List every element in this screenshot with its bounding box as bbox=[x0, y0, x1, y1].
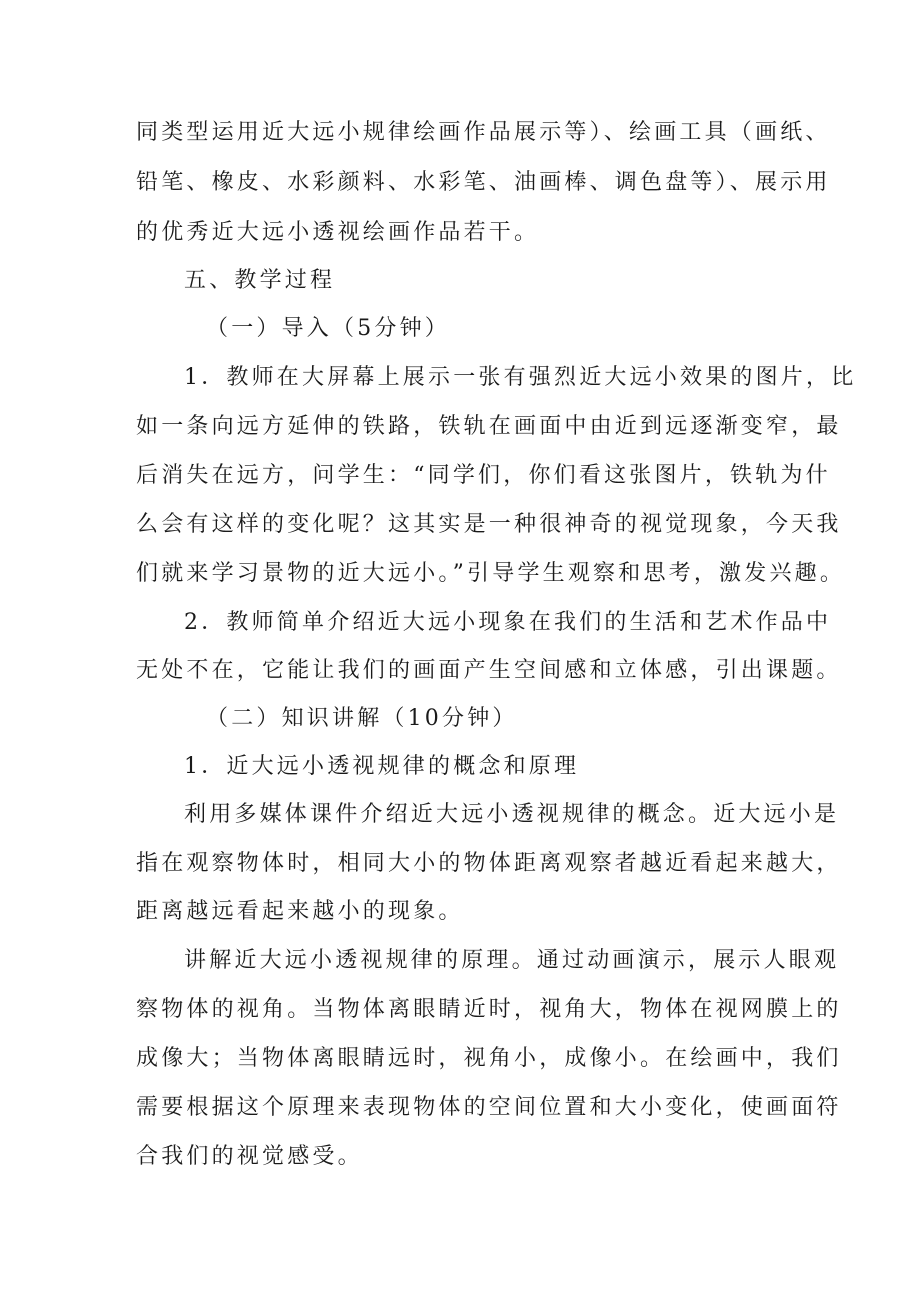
text-line: 1．教师在大屏幕上展示一张有强烈近大远小效果的图片，比 bbox=[184, 365, 857, 390]
text-line: 后消失在远方，问学生：“同学们，你们看这张图片，铁轨为什 bbox=[136, 463, 831, 488]
text-line: 1．近大远小透视规律的概念和原理 bbox=[184, 754, 580, 779]
text-line: 讲解近大远小透视规律的原理。通过动画演示，展示人眼观 bbox=[184, 948, 840, 973]
text-line: 么会有这样的变化呢？这其实是一种很神奇的视觉现象，今天我 bbox=[136, 512, 842, 537]
text-line: 的优秀近大远小透视绘画作品若干。 bbox=[136, 220, 540, 245]
text-line: 察物体的视角。当物体离眼睛近时，视角大，物体在视网膜上的 bbox=[136, 997, 842, 1022]
text-line: 需要根据这个原理来表现物体的空间位置和大小变化，使画面符 bbox=[136, 1095, 842, 1120]
subsection-heading: （二）知识讲解（10分钟） bbox=[206, 706, 518, 731]
section-heading: 五、教学过程 bbox=[184, 268, 336, 293]
text-line: 利用多媒体课件介绍近大远小透视规律的概念。近大远小是 bbox=[184, 802, 840, 827]
text-line: 指在观察物体时，相同大小的物体距离观察者越近看起来越大， bbox=[136, 851, 842, 876]
subsection-heading: （一）导入（5分钟） bbox=[206, 316, 450, 341]
text-line: 2．教师简单介绍近大远小现象在我们的生活和艺术作品中 bbox=[184, 610, 832, 635]
text-line: 们就来学习景物的近大远小。”引导学生观察和思考，激发兴趣。 bbox=[136, 561, 846, 586]
text-line: 成像大；当物体离眼睛远时，视角小，成像小。在绘画中，我们 bbox=[136, 1046, 842, 1071]
text-line: 铅笔、橡皮、水彩颜料、水彩笔、油画棒、调色盘等）、展示用 bbox=[136, 170, 831, 195]
text-line: 无处不在，它能让我们的画面产生空间感和立体感，引出课题。 bbox=[136, 658, 842, 683]
text-line: 如一条向远方延伸的铁路，铁轨在画面中由近到远逐渐变窄，最 bbox=[136, 414, 842, 439]
text-line: 合我们的视觉感受。 bbox=[136, 1144, 363, 1169]
text-line: 同类型运用近大远小规律绘画作品展示等）、绘画工具（画纸、 bbox=[136, 120, 831, 145]
text-line: 距离越远看起来越小的现象。 bbox=[136, 899, 464, 924]
